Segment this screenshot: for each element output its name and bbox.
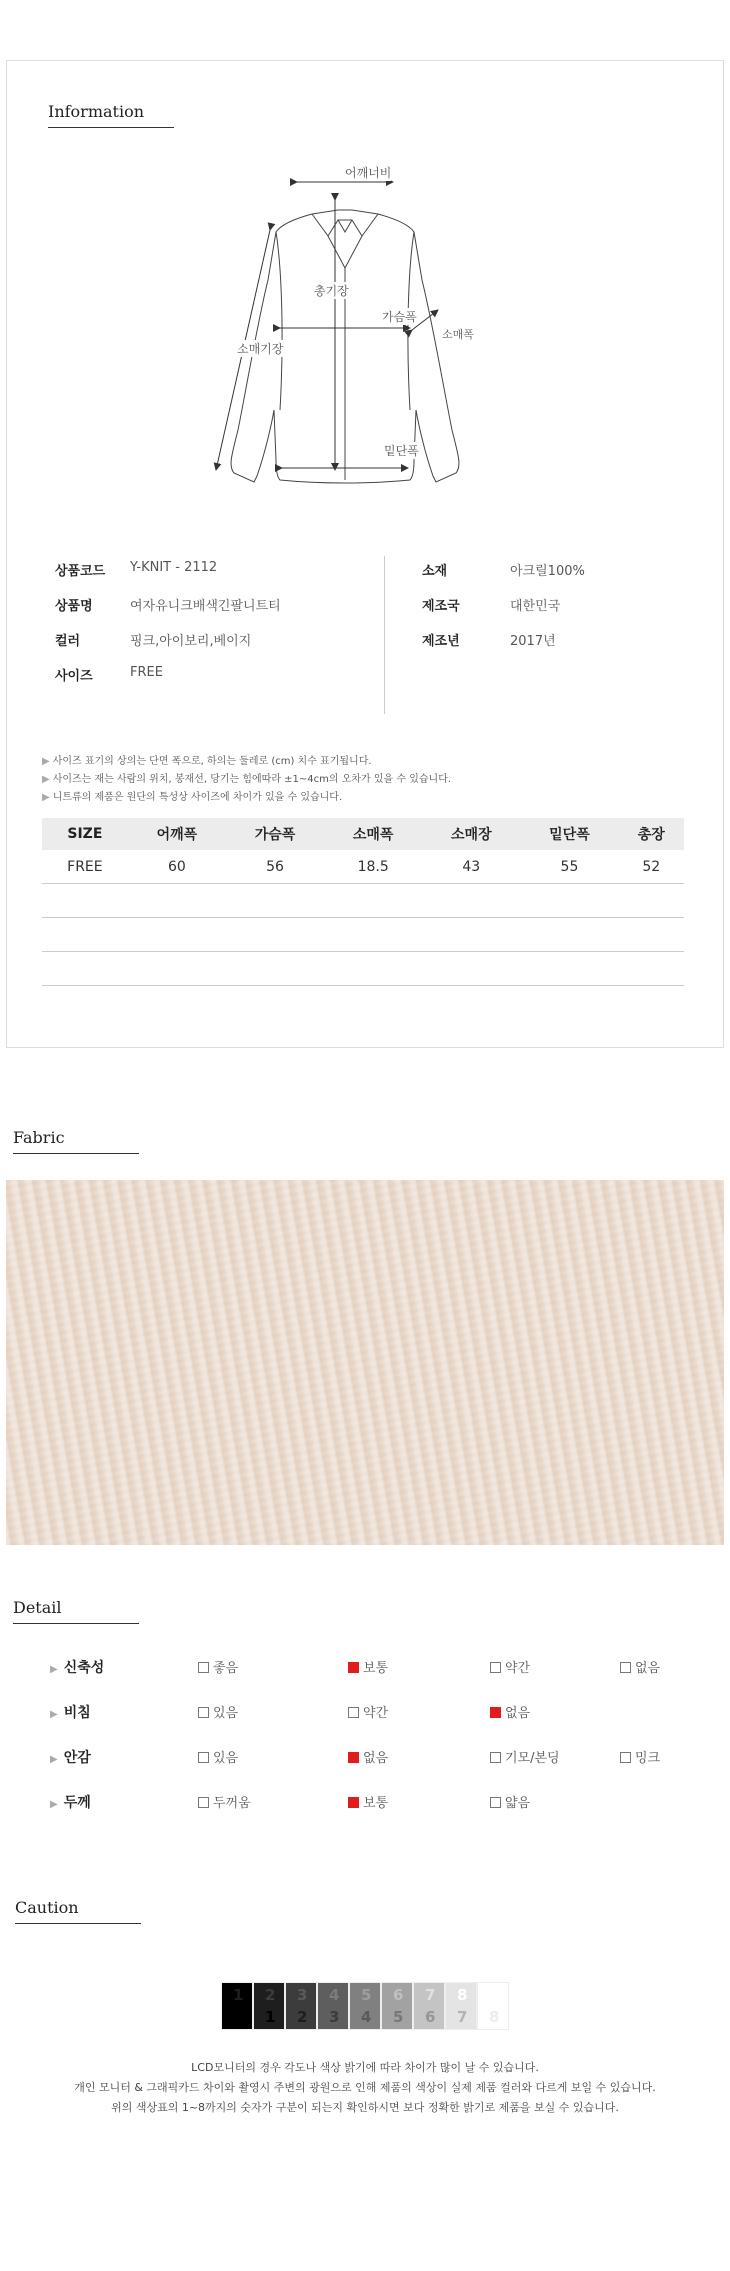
detail-row-label-text: 신축성 bbox=[63, 1660, 105, 1676]
scale-number-top: 7 bbox=[425, 1986, 436, 2004]
spec-value: 대한민국 bbox=[510, 599, 561, 614]
checkbox-checked-icon bbox=[348, 1662, 359, 1673]
size-table-header: SIZE bbox=[42, 818, 128, 850]
spec-value: Y-KNIT - 2112 bbox=[130, 560, 218, 575]
detail-option bbox=[198, 1702, 238, 1721]
size-table-cell: FREE bbox=[42, 850, 128, 884]
detail-row-label-text: 두께 bbox=[63, 1795, 91, 1811]
spec-label: 제조국 bbox=[422, 599, 460, 614]
checkbox-checked-icon bbox=[348, 1797, 359, 1808]
spec-value: FREE bbox=[130, 665, 163, 680]
detail-option bbox=[348, 1657, 388, 1676]
caution-caption: LCD모니터의 경우 각도나 색상 밝기에 따라 차이가 많이 날 수 있습니다. bbox=[191, 2061, 539, 2074]
size-note bbox=[42, 770, 451, 785]
size-table-cell bbox=[128, 918, 226, 952]
information-title-underline bbox=[48, 127, 174, 128]
detail-row-label bbox=[50, 1657, 104, 1677]
size-table-cell: 56 bbox=[226, 850, 324, 884]
size-table-cell bbox=[42, 884, 128, 918]
caution-caption: 개인 모니터 & 그래픽카드 차이와 촬영시 주변의 광원으로 인해 제품의 색상이 실제 제품 컬러와 다르게 보일 수 있습니다. bbox=[74, 2081, 656, 2094]
detail-option bbox=[348, 1702, 388, 1721]
size-note bbox=[42, 752, 372, 767]
bullet-triangle-icon: ▶ bbox=[50, 1664, 58, 1675]
detail-option-text: 있음 bbox=[213, 1706, 239, 1721]
scale-number-bottom: 3 bbox=[329, 2008, 340, 2026]
bullet-triangle-icon: ▶ bbox=[42, 756, 50, 767]
detail-option-text: 기모/본딩 bbox=[505, 1751, 560, 1766]
garment-diagram bbox=[200, 160, 540, 495]
brightness-scale-cell bbox=[253, 1982, 285, 2030]
checkbox-empty-icon bbox=[198, 1797, 209, 1808]
size-note bbox=[42, 788, 342, 803]
size-table-cell bbox=[42, 952, 128, 986]
checkbox-empty-icon bbox=[490, 1752, 501, 1763]
detail-option bbox=[620, 1657, 660, 1676]
caution-caption: 위의 색상표의 1~8까지의 숫자가 구분이 되는지 확인하시면 보다 정확한 밝기로 제품을 보실 수 있습니다. bbox=[111, 2101, 619, 2114]
detail-option bbox=[490, 1792, 530, 1811]
checkbox-empty-icon bbox=[198, 1707, 209, 1718]
brightness-scale-cell bbox=[381, 1982, 413, 2030]
diagram-label-shoulder: 어깨너비 bbox=[345, 166, 392, 180]
detail-option-text: 있음 bbox=[213, 1751, 239, 1766]
size-table-cell bbox=[324, 918, 422, 952]
checkbox-empty-icon bbox=[490, 1797, 501, 1808]
specs-divider bbox=[384, 556, 385, 714]
scale-number-top: 5 bbox=[361, 1986, 372, 2004]
size-table-cell bbox=[619, 918, 684, 952]
scale-number-bottom: 6 bbox=[425, 2008, 436, 2026]
detail-option-text: 두꺼움 bbox=[213, 1796, 251, 1811]
detail-option bbox=[198, 1792, 251, 1811]
size-table-cell bbox=[226, 918, 324, 952]
diagram-label-chest: 가슴폭 bbox=[382, 310, 417, 324]
spec-value: 아크릴100% bbox=[510, 564, 585, 579]
spec-label: 컬러 bbox=[55, 634, 81, 649]
detail-row-label bbox=[50, 1702, 91, 1722]
scale-number-bottom: 8 bbox=[489, 2008, 500, 2026]
size-table-header: 소매폭 bbox=[324, 818, 422, 850]
size-table-cell: 55 bbox=[520, 850, 618, 884]
scale-number-top: 3 bbox=[297, 1986, 308, 2004]
size-table-cell bbox=[619, 952, 684, 986]
table-row bbox=[42, 850, 684, 884]
size-table-cell: 18.5 bbox=[324, 850, 422, 884]
checkbox-empty-icon bbox=[198, 1752, 209, 1763]
size-table-cell bbox=[520, 952, 618, 986]
checkbox-empty-icon bbox=[348, 1707, 359, 1718]
scale-number-bottom: 1 bbox=[265, 2008, 276, 2026]
detail-option-text: 보통 bbox=[363, 1796, 389, 1811]
table-row bbox=[42, 918, 684, 952]
diagram-label-sleeve-width: 소매폭 bbox=[442, 328, 474, 341]
size-table-cell bbox=[422, 918, 520, 952]
table-row bbox=[42, 884, 684, 918]
caution-title-underline bbox=[15, 1923, 141, 1924]
size-note-text: 사이즈는 재는 사람의 위치, 봉재선, 당기는 힘에따라 ±1~4cm의 오차가 있을 수 있습니다. bbox=[52, 774, 452, 785]
detail-option bbox=[490, 1702, 530, 1721]
detail-row-label bbox=[50, 1747, 91, 1767]
size-table-cell bbox=[520, 884, 618, 918]
size-table-cell bbox=[128, 952, 226, 986]
spec-label: 소재 bbox=[422, 564, 448, 579]
table-row bbox=[42, 952, 684, 986]
spec-label: 상품코드 bbox=[55, 564, 106, 579]
size-table-cell: 43 bbox=[422, 850, 520, 884]
scale-number-top: 2 bbox=[265, 1986, 276, 2004]
detail-option-text: 없음 bbox=[635, 1661, 661, 1676]
size-table-cell bbox=[226, 884, 324, 918]
detail-option bbox=[620, 1747, 660, 1766]
detail-option-text: 약간 bbox=[363, 1706, 389, 1721]
size-table-cell bbox=[42, 918, 128, 952]
scale-number-top: 8 bbox=[457, 1986, 468, 2004]
detail-row-label-text: 비침 bbox=[63, 1705, 91, 1721]
detail-title-underline bbox=[13, 1623, 139, 1624]
detail-option bbox=[198, 1747, 238, 1766]
detail-title: Detail bbox=[13, 1598, 62, 1617]
size-table-header: 가슴폭 bbox=[226, 818, 324, 850]
detail-option bbox=[490, 1747, 560, 1766]
checkbox-empty-icon bbox=[198, 1662, 209, 1673]
bullet-triangle-icon: ▶ bbox=[42, 792, 50, 803]
brightness-scale-cell bbox=[413, 1982, 445, 2030]
scale-number-bottom: 7 bbox=[457, 2008, 468, 2026]
detail-option-text: 없음 bbox=[505, 1706, 531, 1721]
scale-number-top: 1 bbox=[233, 1986, 244, 2004]
detail-row-label-text: 안감 bbox=[63, 1750, 91, 1766]
size-table-cell bbox=[520, 918, 618, 952]
spec-label: 상품명 bbox=[55, 599, 93, 614]
spec-label: 제조년 bbox=[422, 634, 460, 649]
checkbox-empty-icon bbox=[620, 1662, 631, 1673]
bullet-triangle-icon: ▶ bbox=[50, 1754, 58, 1765]
brightness-scale-cell bbox=[285, 1982, 317, 2030]
checkbox-checked-icon bbox=[490, 1707, 501, 1718]
brightness-scale-cell bbox=[445, 1982, 477, 2030]
detail-option bbox=[348, 1747, 388, 1766]
size-table-cell bbox=[226, 952, 324, 986]
detail-option bbox=[198, 1657, 238, 1676]
bullet-triangle-icon: ▶ bbox=[50, 1709, 58, 1720]
detail-option bbox=[348, 1792, 388, 1811]
size-table-cell: 60 bbox=[128, 850, 226, 884]
scale-number-top: 4 bbox=[329, 1986, 340, 2004]
detail-option-text: 좋음 bbox=[213, 1661, 239, 1676]
detail-option-text: 밍크 bbox=[635, 1751, 661, 1766]
fabric-texture-image bbox=[6, 1180, 724, 1545]
checkbox-checked-icon bbox=[348, 1752, 359, 1763]
fabric-title: Fabric bbox=[13, 1128, 65, 1147]
size-table-cell bbox=[619, 884, 684, 918]
detail-option-text: 없음 bbox=[363, 1751, 389, 1766]
diagram-label-sleeve-length: 소매기장 bbox=[237, 342, 284, 356]
scale-number-top: 6 bbox=[393, 1986, 404, 2004]
brightness-scale-cell bbox=[221, 1982, 253, 2030]
size-table-header: 밑단폭 bbox=[520, 818, 618, 850]
detail-option-text: 약간 bbox=[505, 1661, 531, 1676]
diagram-label-length: 총기장 bbox=[314, 284, 349, 298]
size-table-header: 총장 bbox=[619, 818, 684, 850]
caution-title: Caution bbox=[15, 1898, 79, 1917]
size-note-text: 사이즈 표기의 상의는 단면 폭으로, 하의는 둘레로 (cm) 치수 표기됩니다. bbox=[52, 756, 372, 767]
size-table-cell bbox=[128, 884, 226, 918]
size-table-header: 소매장 bbox=[422, 818, 520, 850]
size-table-header: 어깨폭 bbox=[128, 818, 226, 850]
scale-number-bottom: 4 bbox=[361, 2008, 372, 2026]
detail-option-text: 보통 bbox=[363, 1661, 389, 1676]
checkbox-empty-icon bbox=[490, 1662, 501, 1673]
detail-option bbox=[490, 1657, 530, 1676]
diagram-label-hem: 밑단폭 bbox=[384, 444, 419, 458]
size-table-cell bbox=[324, 952, 422, 986]
brightness-scale-cell bbox=[349, 1982, 381, 2030]
size-note-text: 니트류의 제품은 원단의 특성상 사이즈에 차이가 있을 수 있습니다. bbox=[52, 792, 343, 803]
information-title: Information bbox=[48, 102, 145, 121]
spec-value: 여자유니크배색긴팔니트티 bbox=[130, 599, 281, 614]
size-table-cell bbox=[422, 952, 520, 986]
brightness-scale-cell bbox=[317, 1982, 349, 2030]
brightness-scale-cell bbox=[477, 1982, 509, 2030]
bullet-triangle-icon: ▶ bbox=[50, 1799, 58, 1810]
size-table-cell: 52 bbox=[619, 850, 684, 884]
scale-number-bottom: 5 bbox=[393, 2008, 404, 2026]
size-table-cell bbox=[422, 884, 520, 918]
brightness-scale bbox=[221, 1982, 509, 2030]
detail-option-text: 얇음 bbox=[505, 1796, 531, 1811]
spec-label: 사이즈 bbox=[55, 669, 93, 684]
size-table-cell bbox=[324, 884, 422, 918]
spec-value: 핑크,아이보리,베이지 bbox=[130, 634, 252, 649]
spec-value: 2017년 bbox=[510, 634, 556, 649]
bullet-triangle-icon: ▶ bbox=[42, 774, 50, 785]
scale-number-bottom: 2 bbox=[297, 2008, 308, 2026]
fabric-title-underline bbox=[13, 1153, 139, 1154]
size-table bbox=[42, 818, 684, 986]
detail-row-label bbox=[50, 1792, 91, 1812]
checkbox-empty-icon bbox=[620, 1752, 631, 1763]
